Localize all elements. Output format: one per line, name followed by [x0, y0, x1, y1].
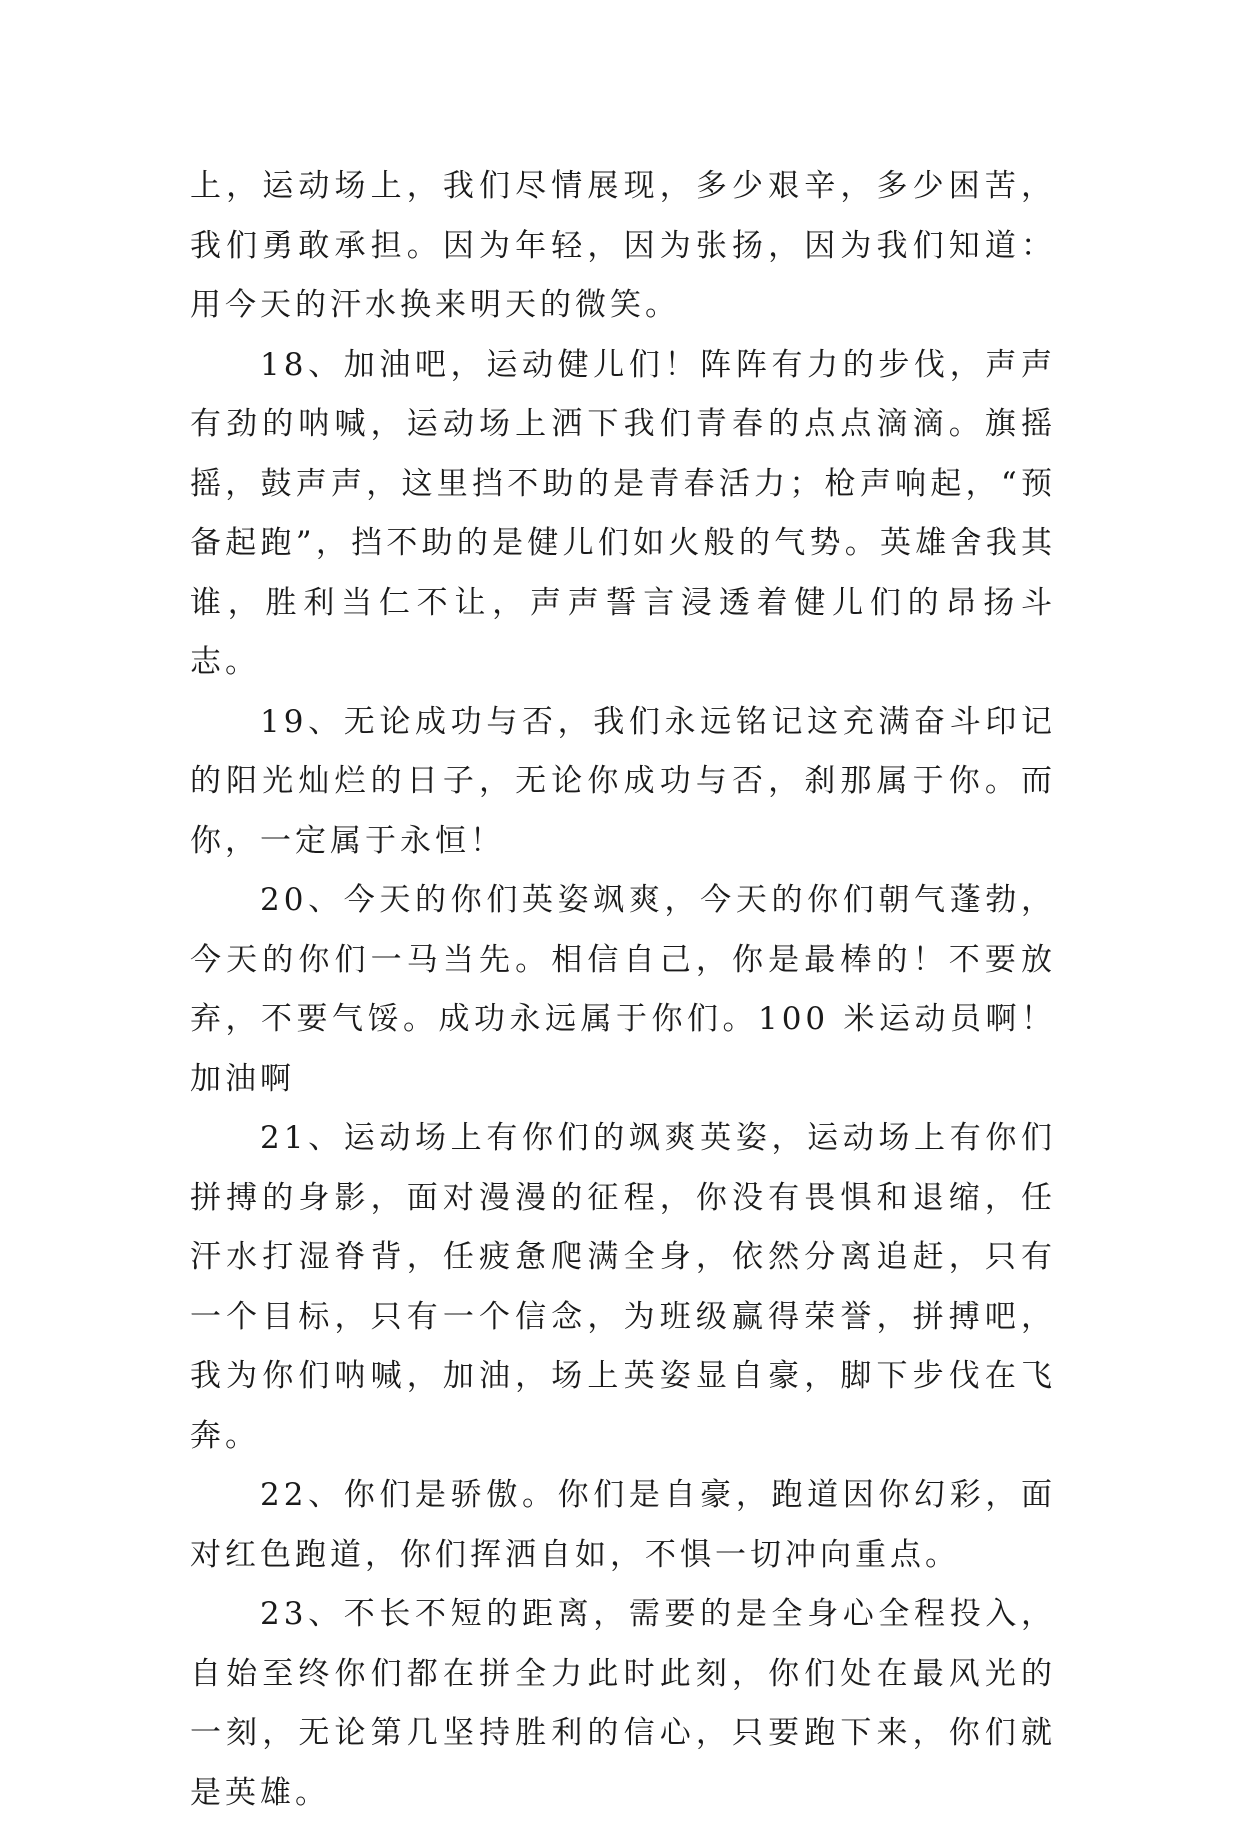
paragraph-23: 23、不长不短的距离，需要的是全身心全程投入，自始至终你们都在拼全力此时此刻，你们处在最风光的一刻，无论第几坚持胜利的信心，只要跑下来，你们就是英雄。	[190, 1596, 1056, 1811]
document-body	[190, 157, 1056, 1823]
paragraph-22: 22、你们是骄傲。你们是自豪，跑道因你幻彩，面对红色跑道，你们挥洒自如，不惧一切冲向重点。	[190, 1477, 1056, 1573]
paragraph-21: 21、运动场上有你们的飒爽英姿，运动场上有你们拼搏的身影，面对漫漫的征程，你没有畏惧和退缩，任汗水打湿脊背，任疲惫爬满全身，依然分离追赶，只有一个目标，只有一个信念，为班级赢得荣誉，拼搏吧，我为你们呐喊，加油，场上英姿显自豪，脚下步伐在飞奔。	[190, 1120, 1056, 1454]
paragraph-continuation: 上，运动场上，我们尽情展现，多少艰辛，多少困苦，我们勇敢承担。因为年轻，因为张扬，因为我们知道：用今天的汗水换来明天的微笑。	[190, 168, 1056, 323]
paragraph-18: 18、加油吧，运动健儿们！阵阵有力的步伐，声声有劲的呐喊，运动场上洒下我们青春的点点滴滴。旗摇摇，鼓声声，这里挡不助的是青春活力；枪声响起，“预备起跑”，挡不助的是健儿们如火般的气势。英雄舍我其谁，胜利当仁不让，声声誓言浸透着健儿们的昂扬斗志。	[190, 346, 1056, 680]
paragraph-20: 20、今天的你们英姿飒爽，今天的你们朝气蓬勃，今天的你们一马当先。相信自己，你是最棒的！不要放弃，不要气馁。成功永远属于你们。100 米运动员啊！加油啊	[190, 882, 1056, 1097]
paragraph-19: 19、无论成功与否，我们永远铭记这充满奋斗印记的阳光灿烂的日子，无论你成功与否，刹那属于你。而你，一定属于永恒！	[190, 703, 1056, 859]
